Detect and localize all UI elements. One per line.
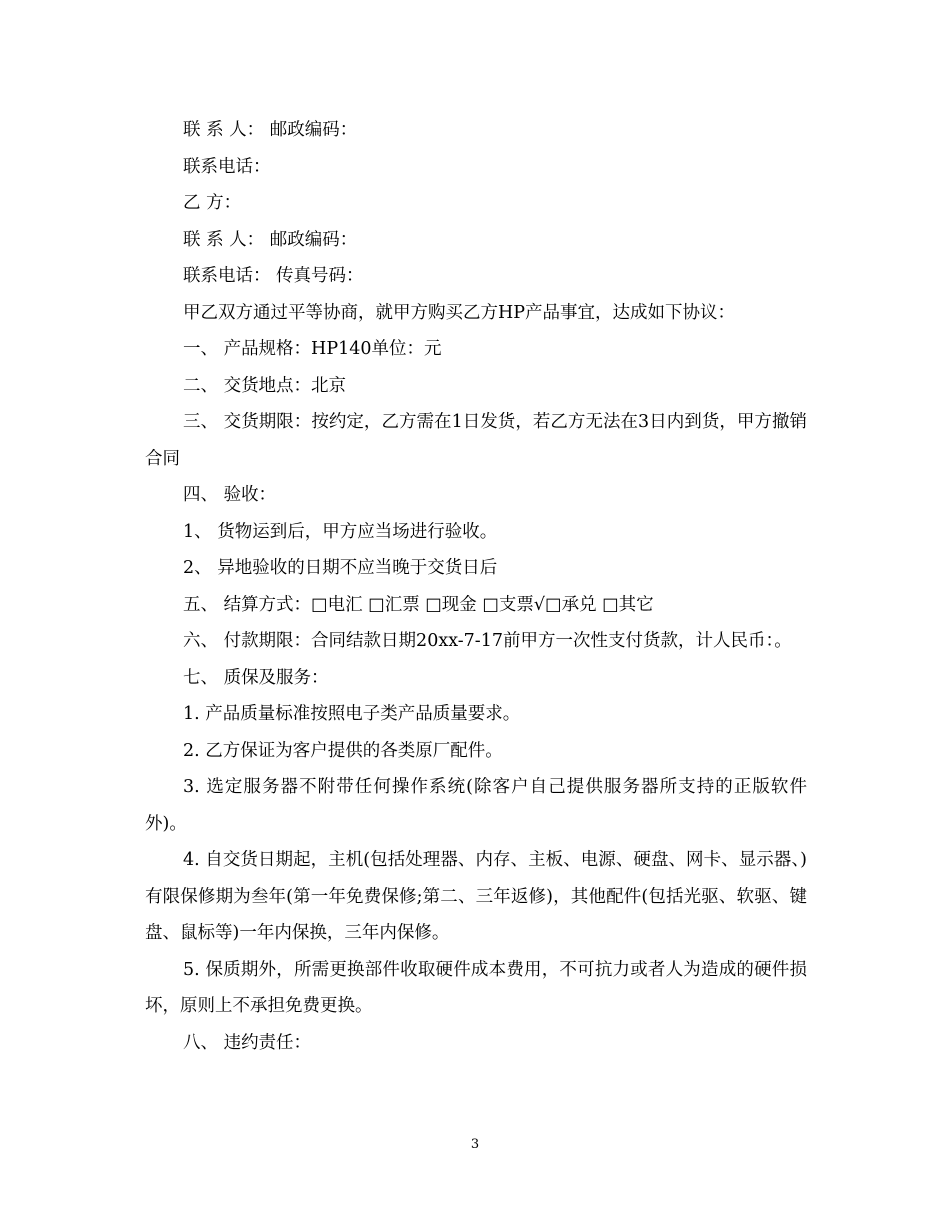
contact-person-line-b: 联 系 人： 邮政编码： xyxy=(183,229,358,250)
clause-7-item-2: 2. 乙方保证为客户提供的各类原厂配件。 xyxy=(183,740,503,761)
clause-4-acceptance-heading: 四、 验收： xyxy=(183,485,277,505)
contact-phone-fax-line-b: 联系电话： 传真号码： xyxy=(183,266,364,286)
clause-8-liability-heading: 八、 违约责任： xyxy=(183,1032,312,1053)
clause-7-item-3: 3. 选定服务器不附带任何操作系统(除客户自己提供服务器所支持的正版软件外)。 xyxy=(145,777,807,834)
contact-person-line-a: 联 系 人： 邮政编码： xyxy=(183,120,358,140)
clause-5-settlement-method: 五、 结算方式：□电汇 □汇票 □现金 □支票√□承兑 □其它 xyxy=(183,594,654,615)
clause-4-item-2: 2、 异地验收的日期不应当晚于交货日后 xyxy=(183,558,498,578)
clause-3-delivery-deadline: 三、 交货期限：按约定，乙方需在1日发货，若乙方无法在3日内到货，甲方撤销合同 xyxy=(145,412,807,469)
contact-phone-line-a: 联系电话： xyxy=(183,156,271,177)
clause-4-item-1: 1、 货物运到后，甲方应当场进行验收。 xyxy=(183,521,498,542)
party-b-line: 乙 方： xyxy=(183,193,242,213)
clause-7-item-5: 5. 保质期外，所需更换部件收取硬件成本费用，不可抗力或者人为造成的硬件损坏，原则上不承担免费更换。 xyxy=(145,959,807,1016)
clause-2-delivery-place: 二、 交货地点：北京 xyxy=(183,375,347,396)
document-body xyxy=(145,112,807,1061)
clause-1-product-spec: 一、 产品规格：HP140单位：元 xyxy=(183,339,442,359)
clause-7-item-4: 4. 自交货日期起，主机(包括处理器、内存、主板、电源、硬盘、网卡、显示器、)有限保修期为叁年(第一年免费保修;第二、三年返修)，其他配件(包括光驱、软驱、键盘、鼠标等)一年内保换，三年内保修。 xyxy=(145,850,807,943)
clause-7-item-1: 1. 产品质量标准按照电子类产品质量要求。 xyxy=(183,704,521,724)
clause-7-warranty-heading: 七、 质保及服务： xyxy=(183,667,329,688)
page-number: 3 xyxy=(470,1137,480,1152)
clause-6-payment-term: 六、 付款期限：合同结款日期20xx-7-17前甲方一次性支付货款，计人民币：。 xyxy=(183,631,792,651)
agreement-intro-paragraph: 甲乙双方通过平等协商，就甲方购买乙方HP产品事宜，达成如下协议： xyxy=(183,302,736,323)
